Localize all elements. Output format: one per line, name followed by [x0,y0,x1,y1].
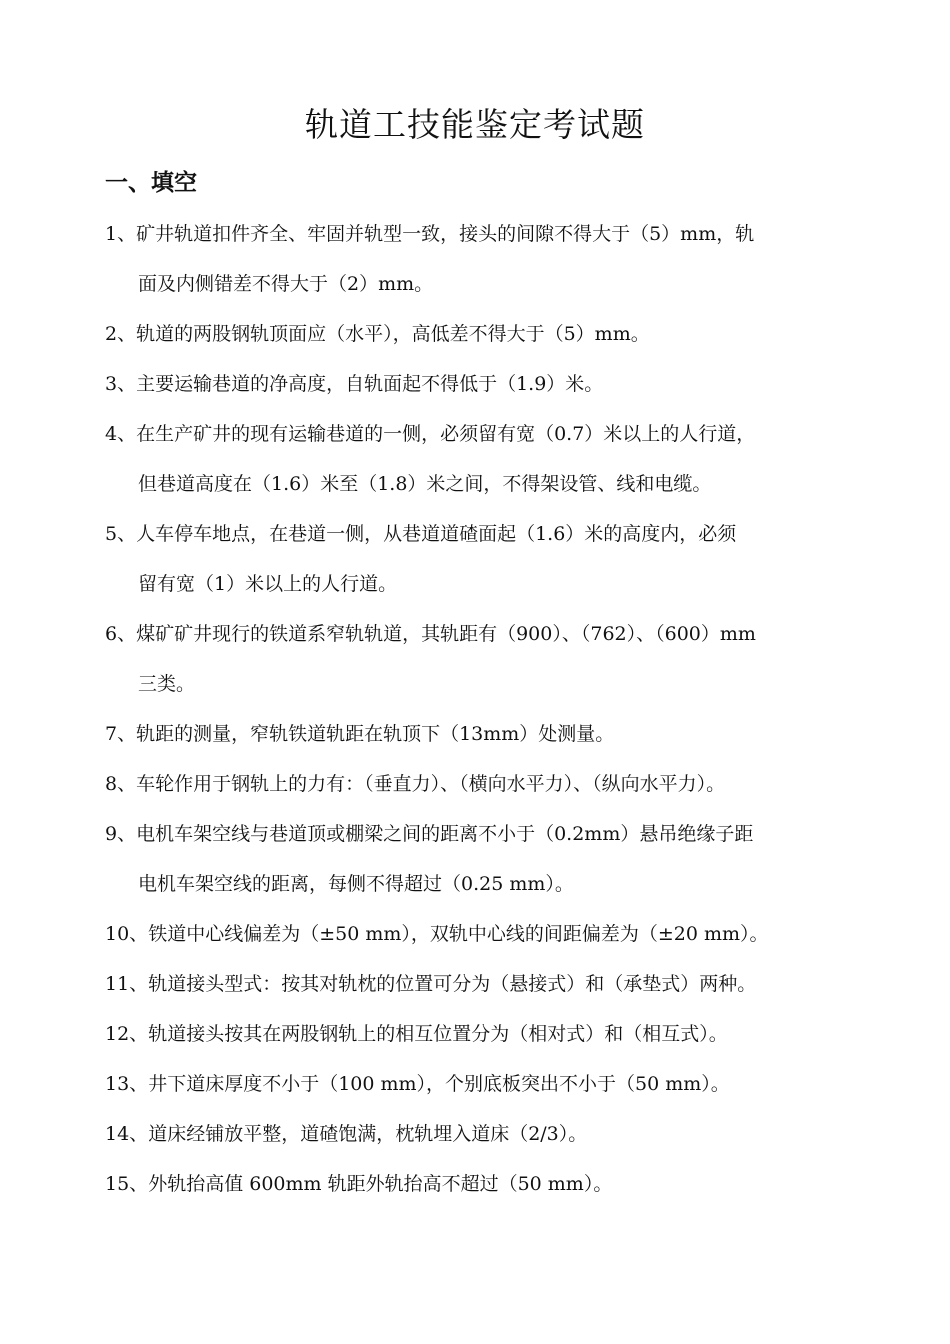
question-number: 13、 [105,1073,149,1095]
question-first-line [105,1159,865,1209]
question-text: 在生产矿井的现有运输巷道的一侧，必须留有宽（0.7）米以上的人行道， [136,423,756,445]
question-item [105,909,865,959]
question-first-line [105,1109,865,1159]
question-item [105,1109,865,1159]
question-number: 1、 [105,223,137,245]
question-number: 8、 [105,773,137,795]
question-first-line [105,309,865,359]
question-first-line [105,759,865,809]
question-text: 外轨抬高值 600mm 轨距外轨抬高不超过（50 mm）。 [148,1173,613,1195]
question-item [105,809,865,909]
question-number: 12、 [105,1023,149,1045]
question-item [105,759,865,809]
question-text: 主要运输巷道的净高度，自轨面起不得低于（1.9）米。 [136,373,604,395]
question-text: 铁道中心线偏差为（±50 mm），双轨中心线的间距偏差为（±20 mm）。 [148,923,769,945]
question-first-line [105,959,865,1009]
question-first-line [105,909,865,959]
question-number: 5、 [105,523,137,545]
question-number: 7、 [105,723,137,745]
question-continuation: 三类。 [138,673,196,695]
question-first-line [105,809,865,859]
document-title: 轨道工技能鉴定考试题 [305,105,645,144]
question-number: 11、 [105,973,149,995]
question-text: 矿井轨道扣件齐全、牢固并轨型一致，接头的间隙不得大于（5）mm，轨 [136,223,755,245]
question-first-line [105,709,865,759]
question-text: 道床经铺放平整，道碴饱满，枕轨埋入道床（2/3）。 [148,1123,588,1145]
question-first-line [105,609,865,659]
question-item [105,709,865,759]
question-first-line [105,1059,865,1109]
question-number: 2、 [105,323,137,345]
question-text: 煤矿矿井现行的铁道系窄轨轨道，其轨距有（900）、（762）、（600）mm [136,623,756,645]
question-item [105,1059,865,1109]
question-text: 轨道接头型式：按其对轨枕的位置可分为（悬接式）和（承垫式）两种。 [148,973,757,995]
question-number: 15、 [105,1173,149,1195]
question-item [105,1009,865,1059]
question-text: 电机车架空线与巷道顶或棚梁之间的距离不小于（0.2mm）悬吊绝缘子距 [136,823,754,845]
question-list [105,209,865,1209]
question-first-line [105,359,865,409]
question-number: 3、 [105,373,137,395]
question-number: 14、 [105,1123,149,1145]
question-continuation: 面及内侧错差不得大于（2）mm。 [138,273,434,295]
question-first-line [105,209,865,259]
question-text: 车轮作用于钢轨上的力有：（垂直力）、（横向水平力）、（纵向水平力）。 [136,773,726,795]
question-item [105,1159,865,1209]
question-continuation: 但巷道高度在（1.6）米至（1.8）米之间，不得架设管、线和电缆。 [138,473,712,495]
question-item [105,409,865,509]
question-item [105,509,865,609]
question-item [105,609,865,709]
question-first-line [105,409,865,459]
question-text: 轨道的两股钢轨顶面应（水平），高低差不得大于（5）mm。 [136,323,650,345]
question-item [105,209,865,309]
question-first-line [105,1009,865,1059]
question-item [105,309,865,359]
question-text: 人车停车地点，在巷道一侧，从巷道道碴面起（1.6）米的高度内，必须 [136,523,737,545]
question-text: 井下道床厚度不小于（100 mm），个别底板突出不小于（50 mm）。 [148,1073,730,1095]
question-text: 轨道接头按其在两股钢轨上的相互位置分为（相对式）和（相互式）。 [148,1023,728,1045]
question-number: 6、 [105,623,137,645]
question-number: 9、 [105,823,137,845]
question-item [105,359,865,409]
section-heading: 一、填空 [105,170,197,196]
question-text: 轨距的测量，窄轨铁道轨距在轨顶下（13mm）处测量。 [136,723,615,745]
question-continuation: 电机车架空线的距离，每侧不得超过（0.25 mm）。 [138,873,574,895]
question-number: 4、 [105,423,137,445]
question-number: 10、 [105,923,149,945]
question-first-line [105,509,865,559]
question-continuation: 留有宽（1）米以上的人行道。 [138,573,398,595]
question-item [105,959,865,1009]
